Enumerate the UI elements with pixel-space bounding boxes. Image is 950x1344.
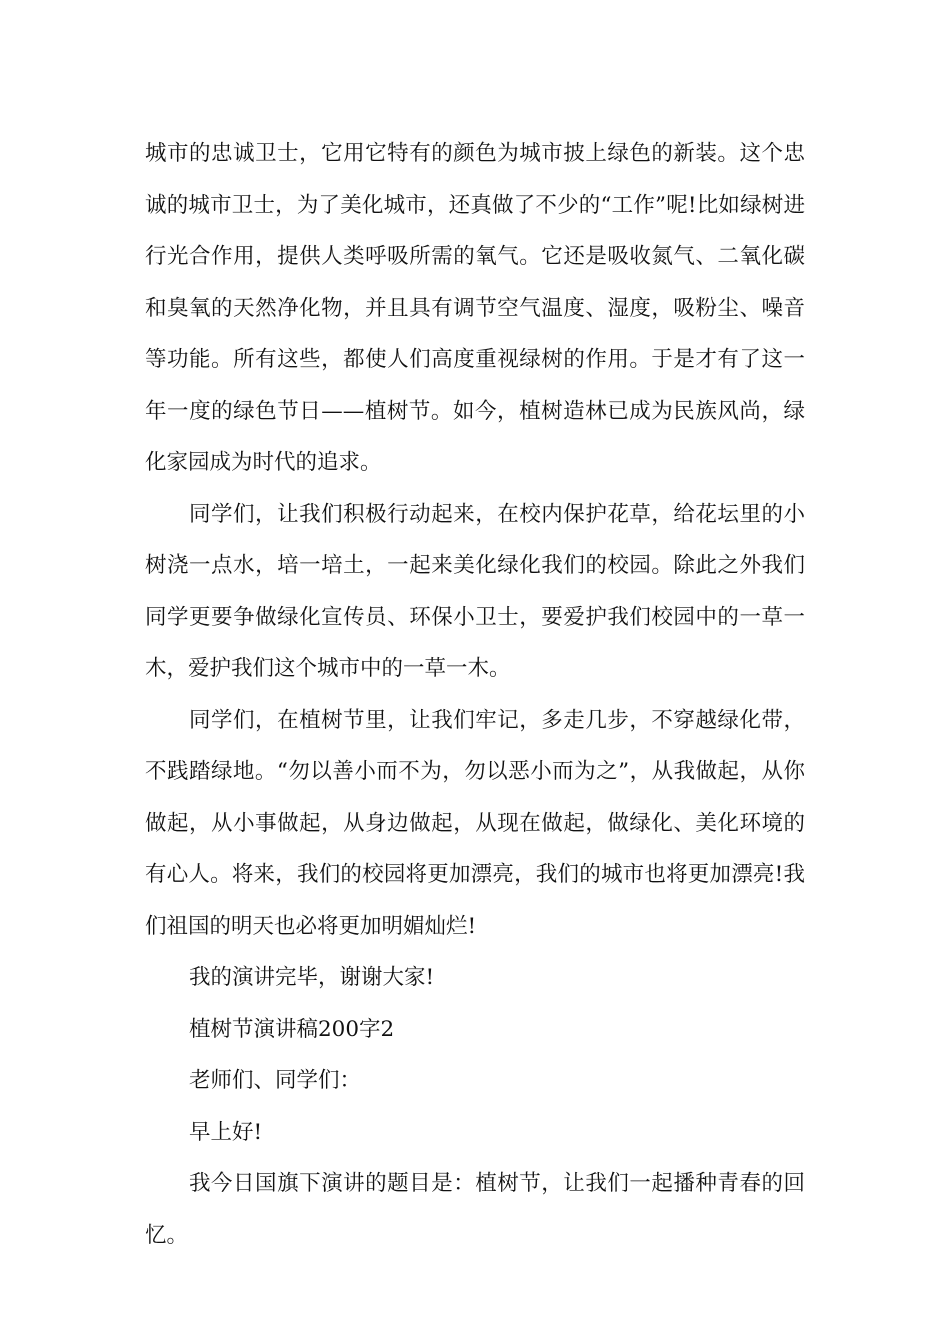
paragraph-4: 我的演讲完毕，谢谢大家! [189, 965, 435, 990]
paragraph-1: 城市的忠诚卫士，它用它特有的颜色为城市披上绿色的新装。这个忠诚的城市卫士，为了美化城市，还真做了不少的“工作”呢!比如绿树进行光合作用，提供人类呼吸所需的氧气。它还是吸收氮气、二氧化碳和臭氧的天然净化物，并且具有调节空气温度、湿度，吸粉尘、噪音等功能。所有这些，都使人们高度重视绿树的作用。于是才有了这一年一度的绿色节日——植树节。如今，植树造林已成为民族风尚，绿化家园成为时代的追求。 [145, 141, 805, 475]
salutation: 老师们、同学们： [189, 1068, 362, 1093]
paragraph-8: 我今日国旗下演讲的题目是：植树节，让我们一起播种青春的回忆。 [145, 1171, 805, 1248]
document-body [145, 128, 805, 1261]
greeting: 早上好! [189, 1119, 263, 1145]
paragraph-2: 同学们，让我们积极行动起来，在校内保护花草，给花坛里的小树浇一点水，培一培土，一起来美化绿化我们的校园。除此之外我们同学更要争做绿化宣传员、环保小卫士，要爱护我们校园中的一草一木，爱护我们这个城市中的一草一木。 [145, 501, 805, 681]
section-heading: 植树节演讲稿200字2 [189, 1016, 395, 1042]
paragraph-3: 同学们，在植树节里，让我们牢记，多走几步，不穿越绿化带，不践踏绿地。“勿以善小而不为，勿以恶小而为之”，从我做起，从你做起，从小事做起，从身边做起，从现在做起，做绿化、美化环境的有心人。将来，我们的校园将更加漂亮，我们的城市也将更加漂亮!我们祖国的明天也必将更加明媚灿烂! [145, 707, 805, 939]
